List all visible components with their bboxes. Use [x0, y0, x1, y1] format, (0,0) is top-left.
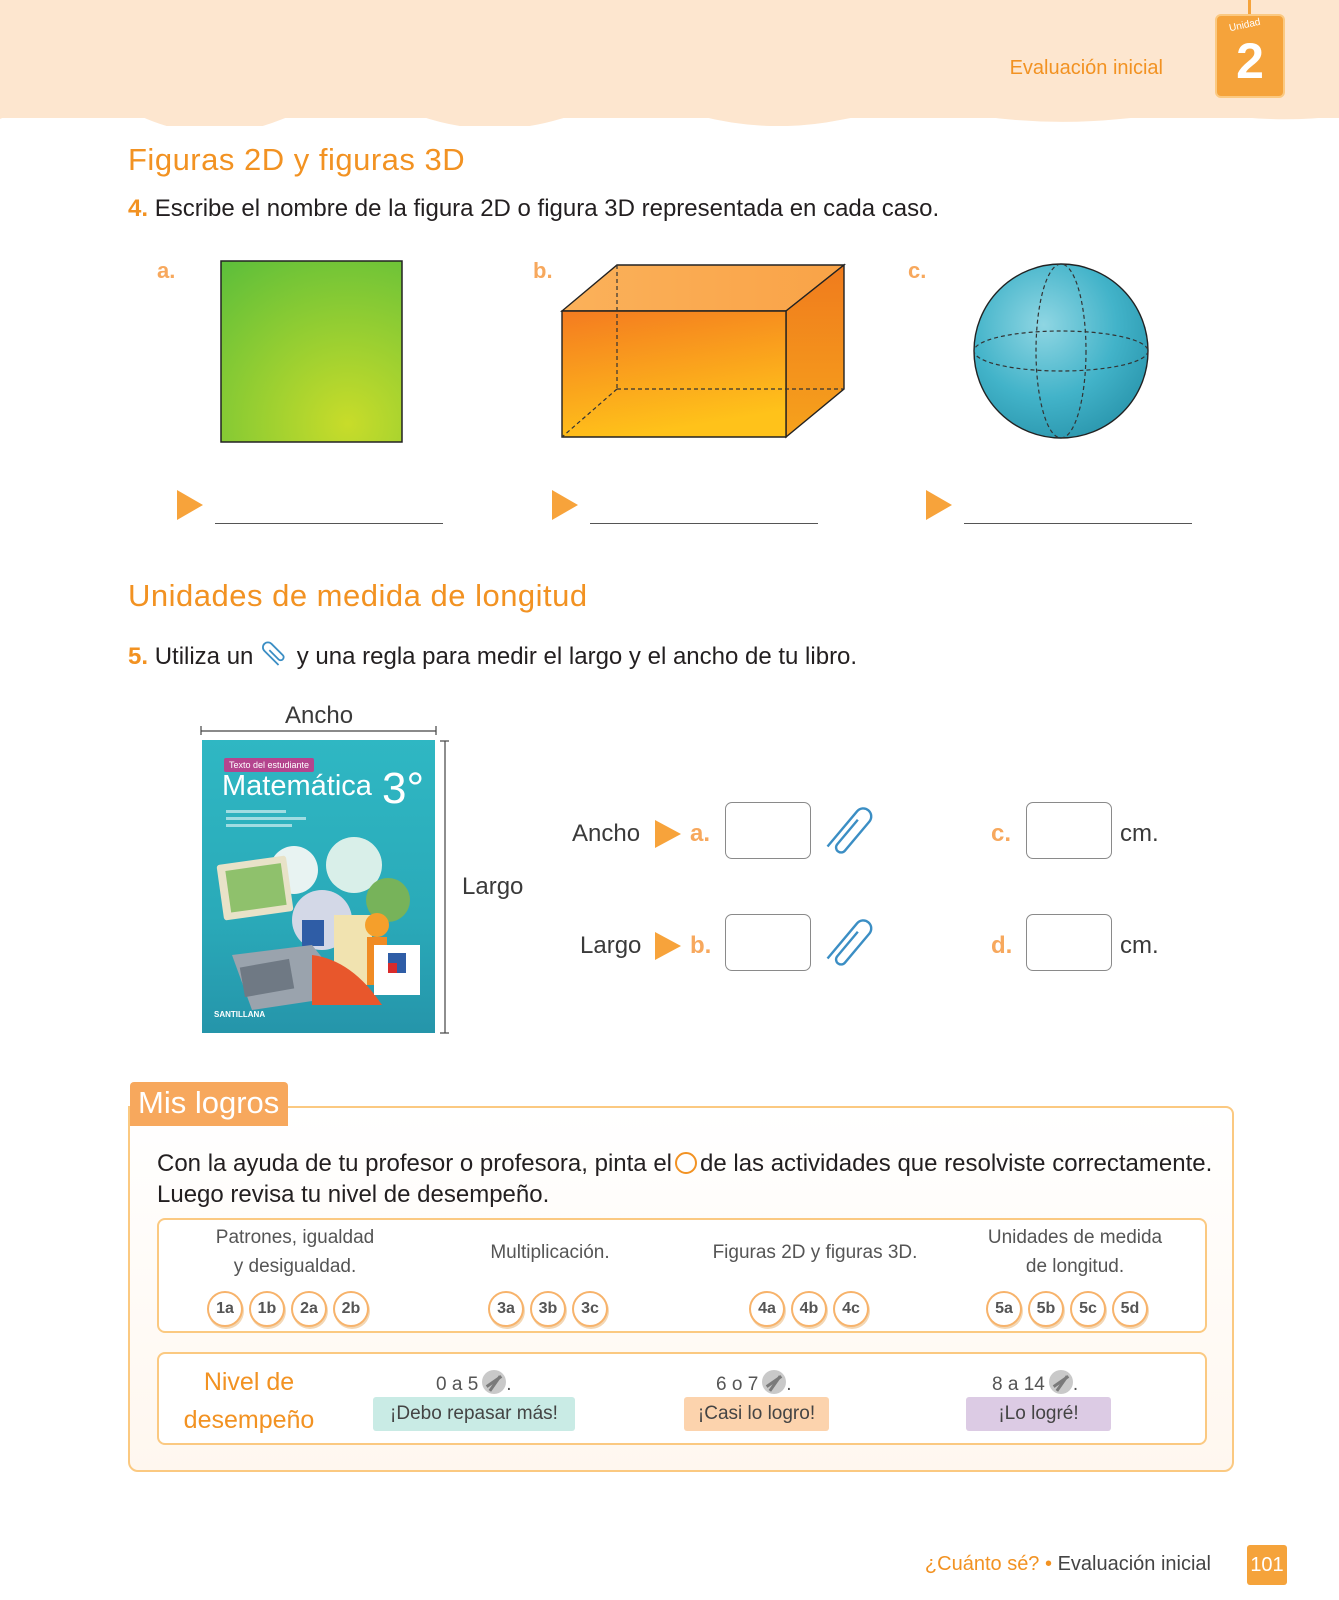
category-line-2: y desigualdad. [233, 1256, 357, 1277]
logros-instructions [157, 1148, 1217, 1210]
header-title: Evaluación inicial [1009, 57, 1163, 79]
option-letter-a: a. [157, 258, 176, 283]
torn-edge [0, 110, 1339, 126]
book-cover [202, 740, 435, 1033]
arrow-icon [655, 820, 681, 848]
painted-circle-icon [482, 1370, 506, 1394]
footer-question: ¿Cuánto sé? [924, 1553, 1040, 1575]
answer-line-a[interactable] [215, 523, 443, 524]
badge-4a[interactable]: 4a [749, 1291, 785, 1327]
category-label [955, 1223, 1195, 1281]
unit-cm: cm. [1120, 820, 1159, 847]
arrow-icon [655, 932, 681, 960]
book-publisher: SANTILLANA [214, 1010, 266, 1019]
question-4 [128, 195, 939, 223]
range-text: 8 a 14 [992, 1374, 1045, 1395]
rectangular-prism-shape [560, 262, 848, 442]
badge-5a[interactable]: 5a [986, 1291, 1022, 1327]
arrow-icon [926, 490, 952, 520]
badge-1a[interactable]: 1a [207, 1291, 243, 1327]
row-letter-a: a. [690, 820, 711, 847]
category-label [685, 1238, 945, 1267]
category-line-1: Multiplicación. [490, 1242, 610, 1263]
badge-5c[interactable]: 5c [1070, 1291, 1106, 1327]
arrow-icon [177, 490, 203, 520]
paperclip-icon [822, 912, 880, 974]
paperclip-icon [260, 638, 290, 668]
book-width-label: Ancho [285, 702, 354, 729]
question-number: 5. [128, 643, 149, 670]
book-illustration [202, 825, 435, 1025]
arrow-icon [552, 490, 578, 520]
badge-5b[interactable]: 5b [1028, 1291, 1064, 1327]
width-bracket [200, 726, 440, 736]
footer-section: Evaluación inicial [1057, 1553, 1211, 1575]
level-badge-low: ¡Debo repasar más! [373, 1397, 575, 1431]
section-title-length: Unidades de medida de longitud [128, 578, 588, 613]
input-largo-clips[interactable] [725, 914, 811, 971]
question-text-before: Utiliza un [154, 643, 254, 670]
answer-row-a [177, 490, 447, 530]
performance-heading [170, 1363, 328, 1439]
footer-separator: • [1045, 1553, 1053, 1575]
range-text: 0 a 5 [436, 1374, 479, 1395]
level-badge-mid: ¡Casi lo logro! [684, 1397, 829, 1431]
unit-number: 2 [1236, 33, 1264, 89]
circle-icon [675, 1152, 697, 1174]
badge-1b[interactable]: 1b [249, 1291, 285, 1327]
performance-heading-line-1: Nivel de [203, 1368, 295, 1396]
level-range-mid: 6 o 7 . [716, 1370, 792, 1396]
input-ancho-cm[interactable] [1026, 802, 1112, 859]
badge-3a[interactable]: 3a [488, 1291, 524, 1327]
page-number: 101 [1247, 1545, 1287, 1585]
answer-line-c[interactable] [964, 523, 1192, 524]
category-label [440, 1238, 660, 1267]
level-range-low: 0 a 5 . [436, 1370, 512, 1396]
question-number: 4. [128, 195, 149, 222]
input-largo-cm[interactable] [1026, 914, 1112, 971]
row-letter-b: b. [690, 932, 712, 959]
badge-3c[interactable]: 3c [572, 1291, 608, 1327]
painted-circle-icon [762, 1370, 786, 1394]
input-ancho-clips[interactable] [725, 802, 811, 859]
question-5 [128, 638, 857, 671]
category-line-2: de longitud. [1025, 1256, 1125, 1277]
option-letter-b: b. [533, 258, 553, 283]
answer-row-c [926, 490, 1196, 530]
row-label-largo: Largo [580, 932, 642, 959]
footer [925, 1553, 1211, 1576]
range-text: 6 o 7 [716, 1374, 759, 1395]
painted-circle-icon [1049, 1370, 1073, 1394]
category-line-1: Unidades de medida [987, 1227, 1163, 1248]
category-line-1: Patrones, igualdad [215, 1227, 375, 1248]
question-text: Escribe el nombre de la figura 2D o figura 3D representada en cada caso. [154, 195, 940, 222]
badge-4c[interactable]: 4c [833, 1291, 869, 1327]
book-height-label: Largo [462, 873, 524, 900]
green-square-shape [220, 260, 404, 444]
row-label-ancho: Ancho [572, 820, 641, 847]
unit-word: Unidad [1228, 16, 1262, 35]
logros-title: Mis logros [138, 1085, 280, 1120]
book-tag: Texto del estudiante [224, 758, 314, 772]
book-grade: 3° [382, 764, 425, 813]
badge-2a[interactable]: 2a [291, 1291, 327, 1327]
unit-tab [1215, 14, 1285, 98]
badge-4b[interactable]: 4b [791, 1291, 827, 1327]
answer-line-b[interactable] [590, 523, 818, 524]
badge-5d[interactable]: 5d [1112, 1291, 1148, 1327]
paperclip-icon [822, 800, 880, 862]
answer-row-b [552, 490, 822, 530]
category-label [185, 1223, 405, 1281]
question-text-after: y una regla para medir el largo y el ancho de tu libro. [296, 643, 858, 670]
badge-2b[interactable]: 2b [333, 1291, 369, 1327]
sphere-shape [972, 262, 1152, 442]
row-letter-c: c. [991, 820, 1012, 847]
logros-text-before: Con la ayuda de tu profesor o profesora, pinta el [157, 1150, 672, 1177]
logros-text-after: de las actividades que resolviste correctamente. Luego revisa tu nivel de desempeño. [157, 1150, 1213, 1208]
performance-heading-line-2: desempeño [183, 1406, 315, 1434]
section-title-figures: Figuras 2D y figuras 3D [128, 142, 466, 177]
book-title: Matemática [222, 770, 372, 802]
row-letter-d: d. [991, 932, 1013, 959]
unit-cm: cm. [1120, 932, 1159, 959]
level-badge-high: ¡Lo logré! [966, 1397, 1111, 1431]
height-bracket [440, 740, 450, 1036]
option-letter-c: c. [908, 258, 927, 283]
category-line-1: Figuras 2D y figuras 3D. [712, 1242, 918, 1263]
badge-3b[interactable]: 3b [530, 1291, 566, 1327]
level-range-high: 8 a 14 . [992, 1370, 1078, 1396]
logros-tab [130, 1082, 288, 1126]
